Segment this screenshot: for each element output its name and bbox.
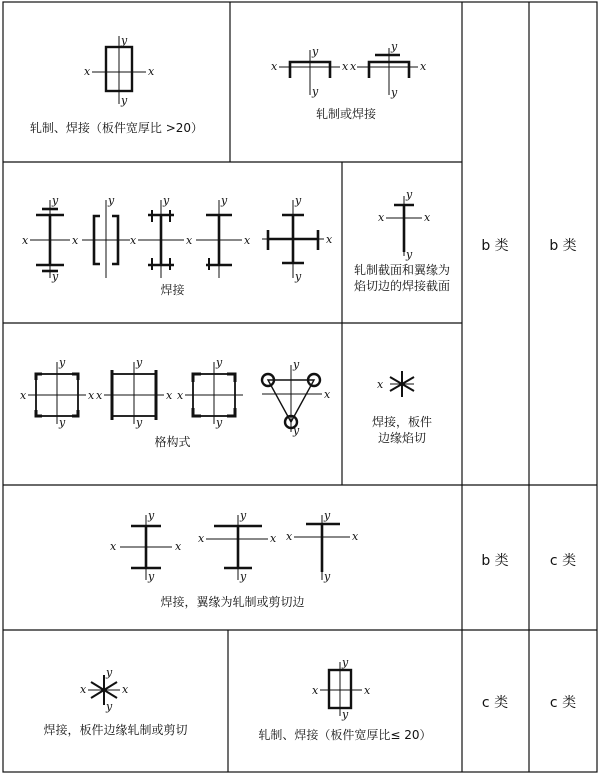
axis-y-label: y: [216, 416, 223, 429]
axis-y-label: y: [52, 270, 59, 283]
caption-lattice: 格构式: [154, 435, 191, 449]
axis-x-label: x: [352, 530, 359, 543]
reinforced-i-section-icon: [138, 200, 184, 278]
star-section-icon: [390, 371, 414, 397]
axis-x-label: x: [312, 684, 319, 697]
axis-x-label: x: [326, 233, 333, 246]
axis-y-label: y: [324, 509, 331, 522]
axis-y-label: y: [163, 194, 170, 207]
caption-welded-flame-edge-line2: 边缘焰切: [377, 431, 426, 445]
axis-y-label: y: [312, 45, 319, 58]
axis-x-label: x: [324, 388, 331, 401]
axis-y-label: y: [406, 188, 413, 201]
axis-x-label: x: [420, 60, 427, 73]
axis-x-label: x: [80, 683, 87, 696]
axis-labels: [20, 34, 431, 721]
axis-y-label: y: [293, 424, 300, 437]
axis-y-label: y: [106, 700, 113, 713]
axis-y-label: y: [295, 270, 302, 283]
axis-y-label: y: [148, 509, 155, 522]
axis-y-label: y: [312, 85, 319, 98]
welded-i-section-flange-icon: [120, 515, 172, 580]
triangular-lattice-icon: [262, 365, 322, 432]
axis-y-label: y: [221, 194, 228, 207]
channel-section-icon: [279, 50, 340, 95]
axis-y-label: y: [52, 194, 59, 207]
axis-x-label: x: [110, 540, 117, 553]
class-x-axis-row5: c 类: [481, 695, 509, 711]
axis-y-label: y: [293, 358, 300, 371]
axis-y-label: y: [342, 708, 349, 721]
axis-x-label: x: [72, 234, 79, 247]
axis-y-label: y: [108, 194, 115, 207]
axis-y-label: y: [59, 356, 66, 369]
axis-y-label: y: [136, 356, 143, 369]
welded-t-section-icon: [294, 515, 350, 580]
axis-y-label: y: [106, 666, 113, 679]
box-section-small-icon: [320, 662, 362, 716]
caption-welded-rolled-sheared-flange: 焊接，翼缘为轧制或剪切边: [160, 595, 305, 609]
axis-x-label: x: [350, 60, 357, 73]
axis-x-label: x: [88, 389, 95, 402]
i-section-with-plates-icon: [196, 200, 242, 278]
axis-y-label: y: [121, 34, 128, 47]
axis-x-label: x: [22, 234, 29, 247]
axis-x-label: x: [424, 211, 431, 224]
axis-x-label: x: [122, 683, 129, 696]
axis-x-label: x: [286, 530, 293, 543]
axis-y-label: y: [216, 356, 223, 369]
axis-y-label: y: [136, 416, 143, 429]
axis-x-label: x: [166, 389, 173, 402]
axis-x-label: x: [377, 378, 384, 391]
box-section-icon: [92, 36, 146, 104]
cruciform-section-icon: [262, 200, 324, 278]
star-welded-section-icon: [88, 675, 120, 705]
axis-x-label: x: [148, 65, 155, 78]
axis-y-label: y: [391, 40, 398, 53]
caption-rolled-flame-cut-line1: 轧制截面和翼缘为: [353, 263, 450, 277]
caption-welded-rolled-sheared-edge: 焊接，板件边缘轧制或剪切: [43, 723, 188, 737]
axis-y-label: y: [240, 570, 247, 583]
class-y-axis-row5: c 类: [549, 695, 577, 711]
axis-x-label: x: [20, 389, 27, 402]
axis-y-label: y: [391, 86, 398, 99]
axis-x-label: x: [378, 211, 385, 224]
caption-welded-flame-edge-line1: 焊接，板件: [371, 415, 432, 429]
axis-x-label: x: [244, 234, 251, 247]
axis-x-label: x: [96, 389, 103, 402]
caption-rolled-welded-large-ratio: 轧制、焊接（板件宽厚比 >20）: [29, 121, 204, 135]
class-y-axis-group1: b 类: [549, 238, 577, 254]
axis-y-label: y: [121, 94, 128, 107]
axis-y-label: y: [295, 194, 302, 207]
axis-x-label: x: [271, 60, 278, 73]
caption-rolled-welded-small-ratio: 轧制、焊接（板件宽厚比≤ 20）: [258, 728, 432, 742]
welded-i-section-icon: [30, 200, 70, 278]
axis-x-label: x: [364, 684, 371, 697]
axis-x-label: x: [177, 389, 184, 402]
caption-rolled-flame-cut-line2: 焰切边的焊接截面: [353, 279, 450, 293]
axis-y-label: y: [324, 570, 331, 583]
axis-x-label: x: [175, 540, 182, 553]
axis-x-label: x: [186, 234, 193, 247]
class-x-axis-row4: b 类: [481, 553, 509, 569]
axis-y-label: y: [240, 509, 247, 522]
caption-welded: 焊接: [160, 283, 185, 297]
axis-y-label: y: [59, 416, 66, 429]
class-y-axis-row4: c 类: [549, 553, 577, 569]
welded-channel-section-icon: [357, 48, 418, 95]
class-x-axis-group1: b 类: [481, 238, 509, 254]
axis-x-label: x: [270, 532, 277, 545]
lattice-box-section-icon: [28, 362, 86, 424]
lattice-angle-box-icon: [185, 362, 243, 424]
welded-wide-i-section-icon: [206, 515, 268, 580]
axis-y-label: y: [406, 248, 413, 261]
lattice-channel-box-icon: [104, 362, 164, 424]
axis-y-label: y: [148, 570, 155, 583]
axis-x-label: x: [130, 234, 137, 247]
caption-rolled-or-welded: 轧制或焊接: [315, 107, 376, 121]
axis-x-label: x: [198, 532, 205, 545]
t-section-icon: [386, 196, 422, 256]
axis-y-label: y: [342, 656, 349, 669]
axis-x-label: x: [342, 60, 349, 73]
double-channel-section-icon: [82, 200, 130, 278]
axis-x-label: x: [84, 65, 91, 78]
